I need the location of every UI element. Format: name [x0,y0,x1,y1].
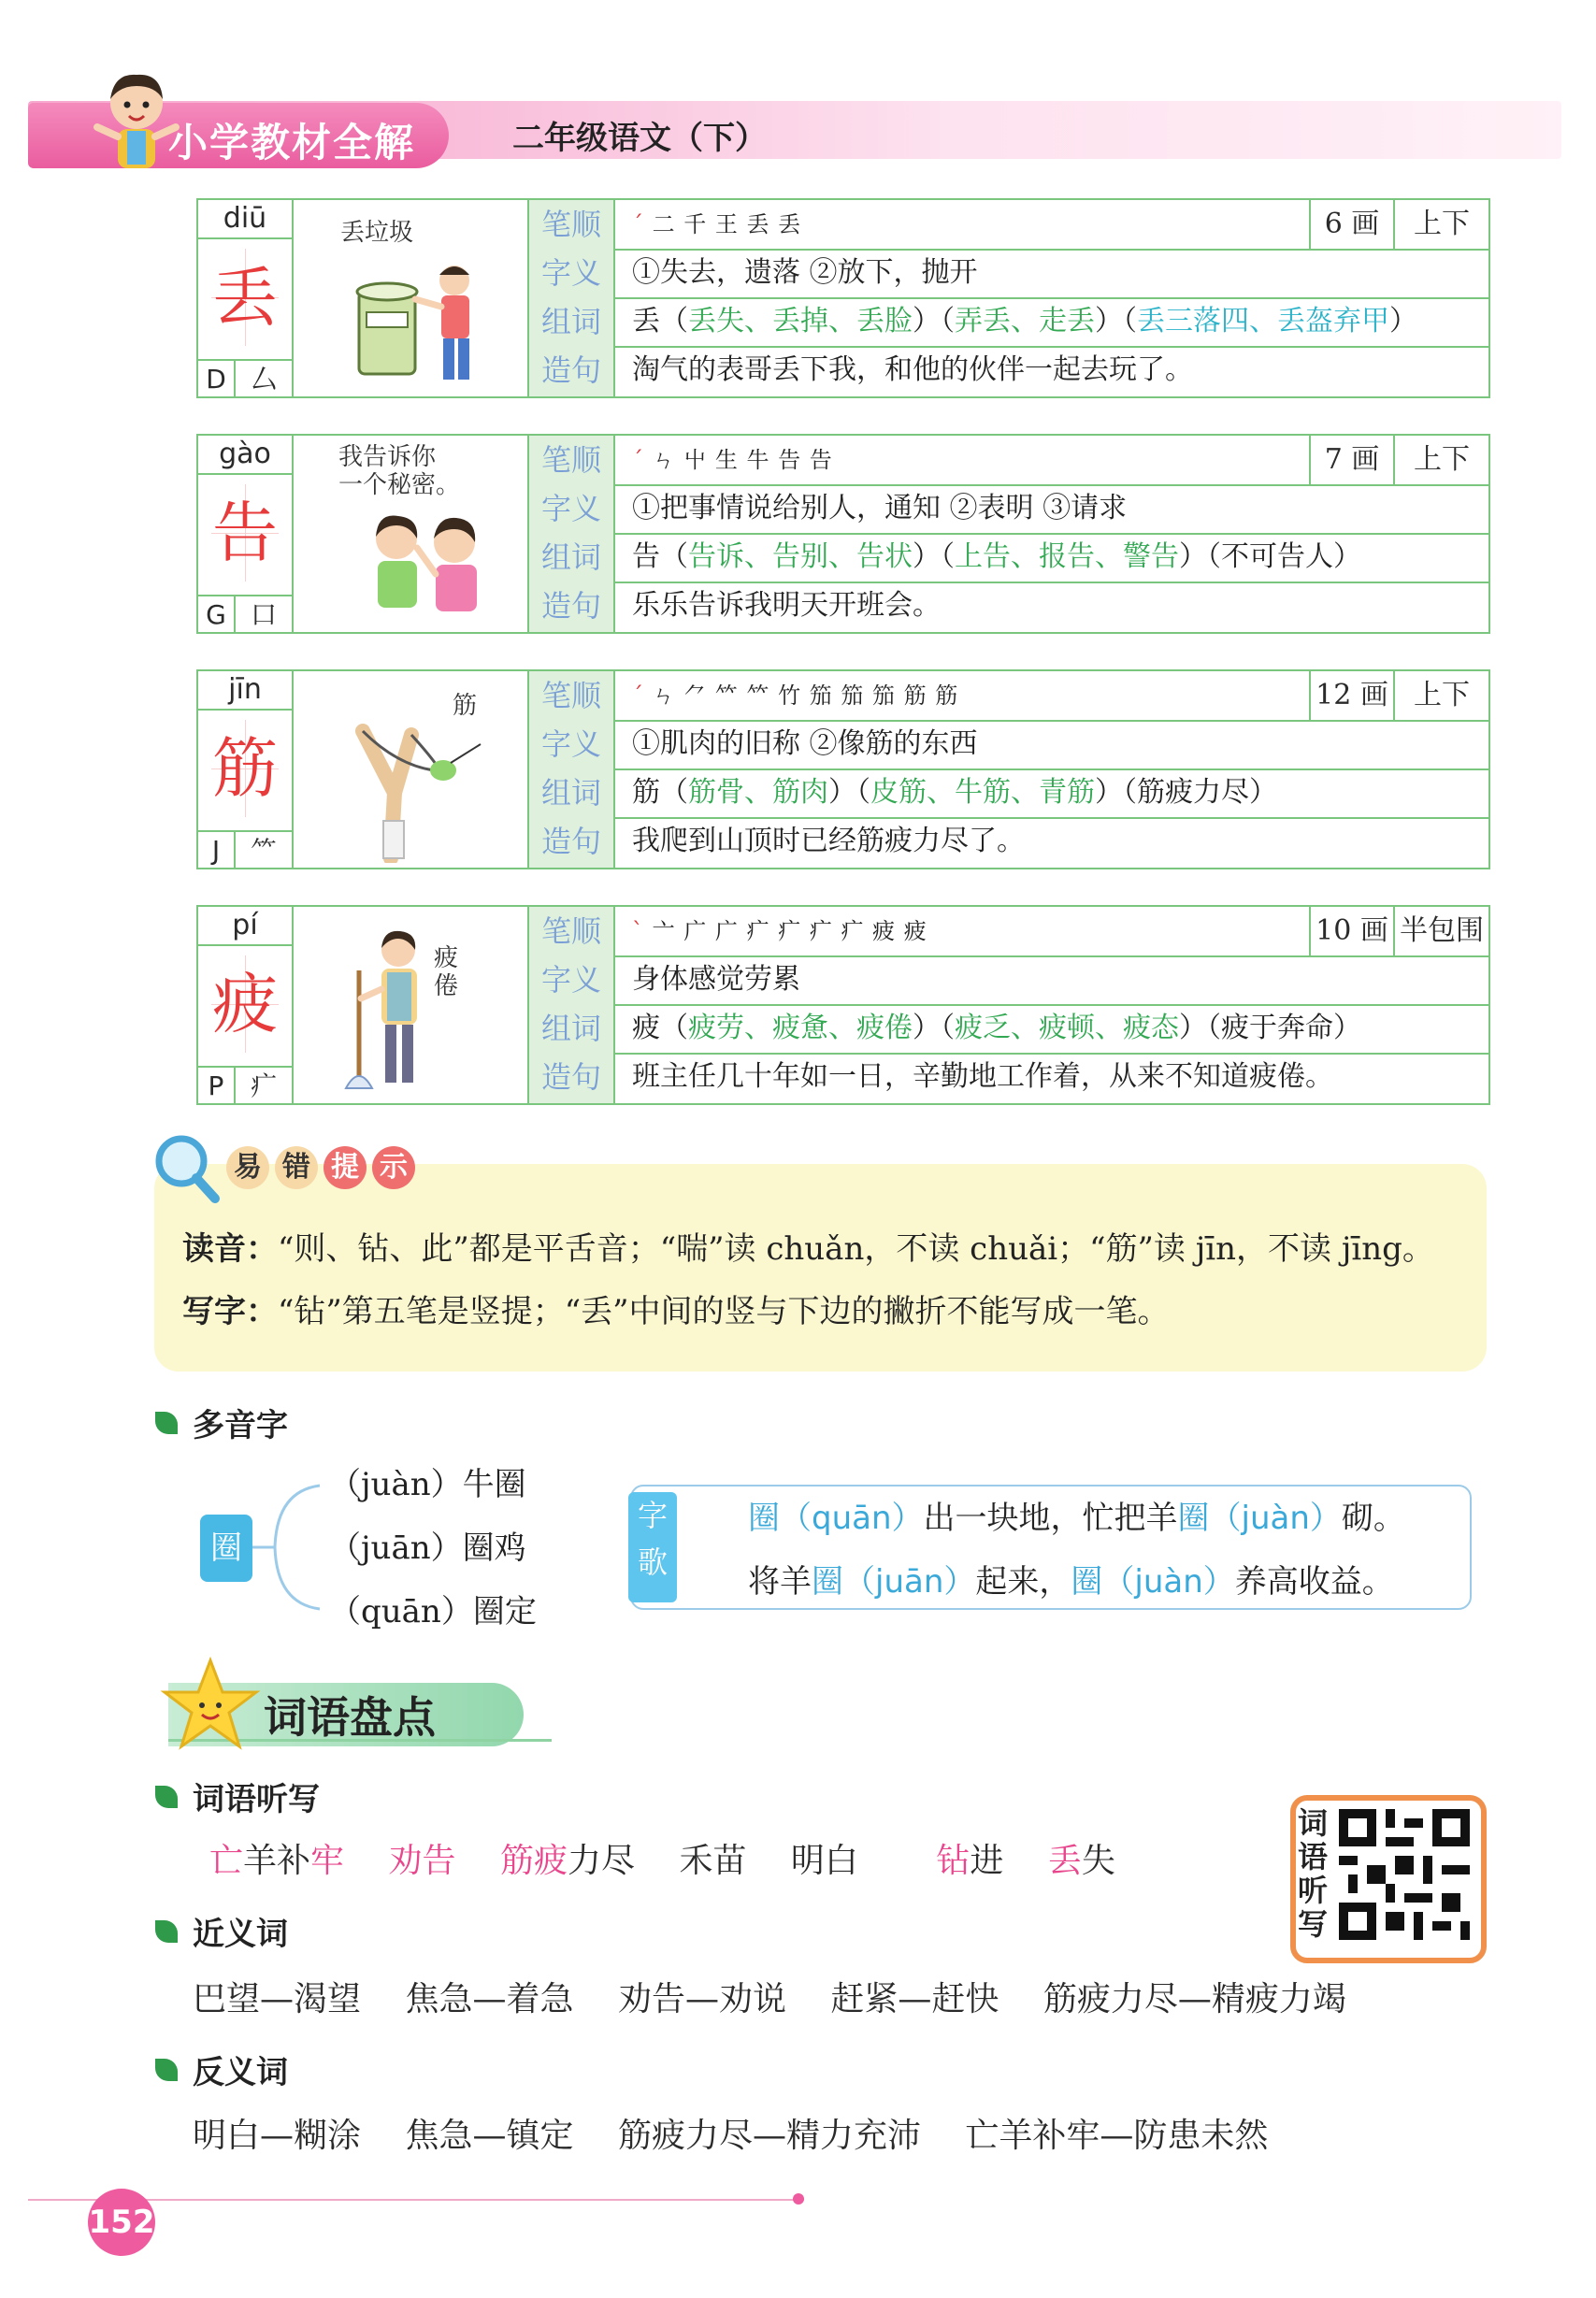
stroke-order-row [529,200,1488,251]
first-stroke: ˊ [632,682,644,709]
polyphonic-char: 圈 [200,1515,252,1582]
synonym-list: 巴望—渴望 焦急—着急 劝告—劝说 赶紧—赶快 筋疲力尽—精疲力竭 [193,1980,1346,2018]
pinyin: diū [198,200,292,239]
words-label: 组词 [529,533,615,582]
index-row [198,1066,292,1105]
character-card-gao [196,434,1490,634]
rhyme-line-2: 将羊圈（juān）起来，圈（juàn）养高收益。 [748,1563,1394,1601]
radical: ⺮ [250,835,277,866]
reading-item: （juàn）牛圈 [329,1466,526,1503]
words: 疲（疲劳、疲惫、疲倦）（疲乏、疲顿、疲态）（疲于奔命） [632,1012,1361,1044]
character-column [198,200,294,396]
qr-label: 词 语 听 写 [1298,1805,1329,1942]
first-stroke: ˊ [632,211,644,237]
sentence: 我爬到山顶时已经筋疲力尽了。 [632,825,1025,857]
words-row [529,533,1488,583]
meaning-label: 字义 [529,249,615,297]
words: 告（告诉、告别、告状）（上告、报告、警告）（不可告人） [632,540,1361,573]
first-stroke: ˊ [632,447,644,473]
illustration [294,200,529,396]
stroke-order-row [529,907,1488,957]
strokes: 二 千 王 丢 丢 [652,211,802,237]
initial-letter: J [198,832,236,869]
meaning: ①失去，遗落 ②放下，抛开 [632,256,978,289]
writing-tip: 写字：“钻”第五笔是竖提；“丢”中间的竖与下边的撇折不能写成一笔。 [182,1293,1170,1330]
meaning-row [529,720,1488,770]
rhyme-tag: 字 歌 [628,1492,677,1602]
tip-badge: 提 [324,1146,367,1189]
words: 筋（筋骨、筋肉）（皮筋、牛筋、青筋）（筋疲力尽） [632,776,1277,809]
meaning-row [529,249,1488,299]
sentence-row [529,346,1488,396]
synonym-title: 近义词 [193,1916,288,1953]
structure: 上下 [1414,679,1470,711]
leaf-icon [155,1786,178,1808]
stroke-order [632,907,927,955]
character-card-pi [196,905,1490,1105]
slingshot-icon [340,709,490,863]
initial-letter: P [198,1068,236,1105]
leaf-icon [155,1920,178,1943]
pinyin: gào [198,436,292,475]
leaf-icon [155,2059,178,2081]
review-title: 词语盘点 [264,1692,436,1743]
stroke-count: 7 画 [1309,436,1395,484]
stroke-order [632,671,958,720]
book-title: 小学教材全解 [168,120,416,165]
stroke-order-label: 笔顺 [529,200,615,249]
structure: 上下 [1414,208,1470,240]
index-row [198,830,292,869]
footer-dot [793,2193,804,2205]
meaning: ①肌肉的旧称 ②像筋的东西 [632,727,978,760]
whispering-girls-icon [350,510,509,627]
qr-code-icon[interactable] [1339,1806,1470,1943]
sentence-row [529,817,1488,868]
reading-item: （quān）圈定 [329,1593,537,1630]
illustration [294,671,529,868]
initial-letter: D [198,361,236,398]
radical: 口 [250,599,277,630]
pronunciation-tip: 读音：“则、钻、此”都是平舌音；“喘”读 chuǎn，不读 chuǎi；“筋”读 jīn，不读 jīng。 [182,1230,1434,1268]
character-card-jin [196,669,1490,869]
sentence-label: 造句 [529,817,615,868]
words-label: 组词 [529,768,615,817]
strokes: ㄣ ⺈ 𥫗 𥫗 竹 笳 笳 笳 筋 筋 [652,682,959,709]
words-row [529,1004,1488,1055]
meaning: ①把事情说给别人，通知 ②表明 ③请求 [632,492,1128,524]
sentence-label: 造句 [529,346,615,396]
illustration-caption: 筋 [453,692,478,720]
character-details [529,200,1488,396]
stroke-order-label: 笔顺 [529,907,615,955]
page-number: 152 [88,2189,155,2256]
meaning: 身体感觉劳累 [632,963,800,996]
stroke-order [632,436,833,484]
meaning-label: 字义 [529,720,615,768]
stroke-order [632,200,801,249]
sentence: 乐乐告诉我明天开班会。 [632,589,941,622]
words-label: 组词 [529,297,615,346]
character: 告 [212,495,278,571]
pinyin: pí [198,907,292,946]
character-details [529,907,1488,1103]
character-card-diu [196,198,1490,398]
tip-badge: 错 [275,1146,318,1189]
stroke-count: 6 画 [1309,200,1395,249]
words: 丢（丢失、丢掉、丢脸）（弄丢、走丢）（丢三落四、丢盔弃甲） [632,305,1417,338]
illustration-caption: 疲 倦 [434,944,459,1000]
index-row [198,595,292,634]
meaning-label: 字义 [529,955,615,1004]
tired-woman-mop-icon [340,924,443,1101]
stroke-order-row [529,436,1488,486]
illustration [294,436,529,632]
illustration [294,907,529,1103]
meaning-row [529,955,1488,1006]
initial-letter: G [198,596,236,634]
tip-badge: 示 [372,1146,415,1189]
strokes: ㄣ 屮 生 牛 告 告 [652,447,833,473]
antonym-title: 反义词 [193,2054,288,2091]
radical: 厶 [250,364,277,395]
character: 丢 [212,259,278,336]
dictation-words: 亡羊补牢 劝告 筋疲力尽 禾苗 明白 钻进 丢失 [209,1842,1115,1880]
sentence-label: 造句 [529,1053,615,1103]
character: 筋 [212,730,278,807]
first-stroke: ˋ [632,918,644,944]
meaning-label: 字义 [529,484,615,533]
strokes: 亠 广 广 疒 疒 疒 疒 疲 疲 [652,918,927,944]
magnifier-icon [150,1131,224,1206]
stroke-order-label: 笔顺 [529,436,615,484]
meaning-row [529,484,1488,535]
illustration-caption: 丢垃圾 [340,219,414,247]
words-row [529,768,1488,819]
trash-bin-child-icon [350,254,509,390]
radical: 疒 [250,1070,277,1101]
character-details [529,671,1488,868]
character-details [529,436,1488,632]
words-row [529,297,1488,348]
rhyme-line-1: 圈（quān）出一块地，忙把羊圈（juàn）砌。 [748,1500,1405,1537]
star-icon [159,1657,262,1750]
sentence-label: 造句 [529,582,615,632]
sentence-row [529,582,1488,632]
sentence: 淘气的表哥丢下我，和他的伙伴一起去玩了。 [632,353,1193,386]
illustration-caption: 我告诉你 一个秘密。 [338,443,461,499]
character: 疲 [212,966,278,1042]
polyphonic-title: 多音字 [193,1407,288,1444]
antonym-list: 明白—糊涂 焦急—镇定 筋疲力尽—精力充沛 亡羊补牢—防患未然 [193,2117,1269,2155]
reading-item: （juān）圈鸡 [329,1530,526,1567]
tip-badge: 易 [226,1146,269,1189]
sentence-row [529,1053,1488,1103]
stroke-order-row [529,671,1488,722]
brace-icon [249,1482,324,1613]
words-label: 组词 [529,1004,615,1053]
dictation-title: 词语听写 [193,1781,320,1818]
character-column [198,671,294,868]
leaf-icon [155,1412,178,1434]
structure: 半包围 [1400,914,1484,947]
book-subtitle: 二年级语文（下） [512,120,767,157]
character-column [198,436,294,632]
stroke-count: 12 画 [1309,671,1395,720]
index-row [198,359,292,398]
stroke-order-label: 笔顺 [529,671,615,720]
sentence: 班主任几十年如一日，辛勤地工作着，从来不知道疲倦。 [632,1060,1333,1093]
character-column [198,907,294,1103]
pinyin: jīn [198,671,292,711]
structure: 上下 [1414,443,1470,476]
stroke-count: 10 画 [1309,907,1395,955]
